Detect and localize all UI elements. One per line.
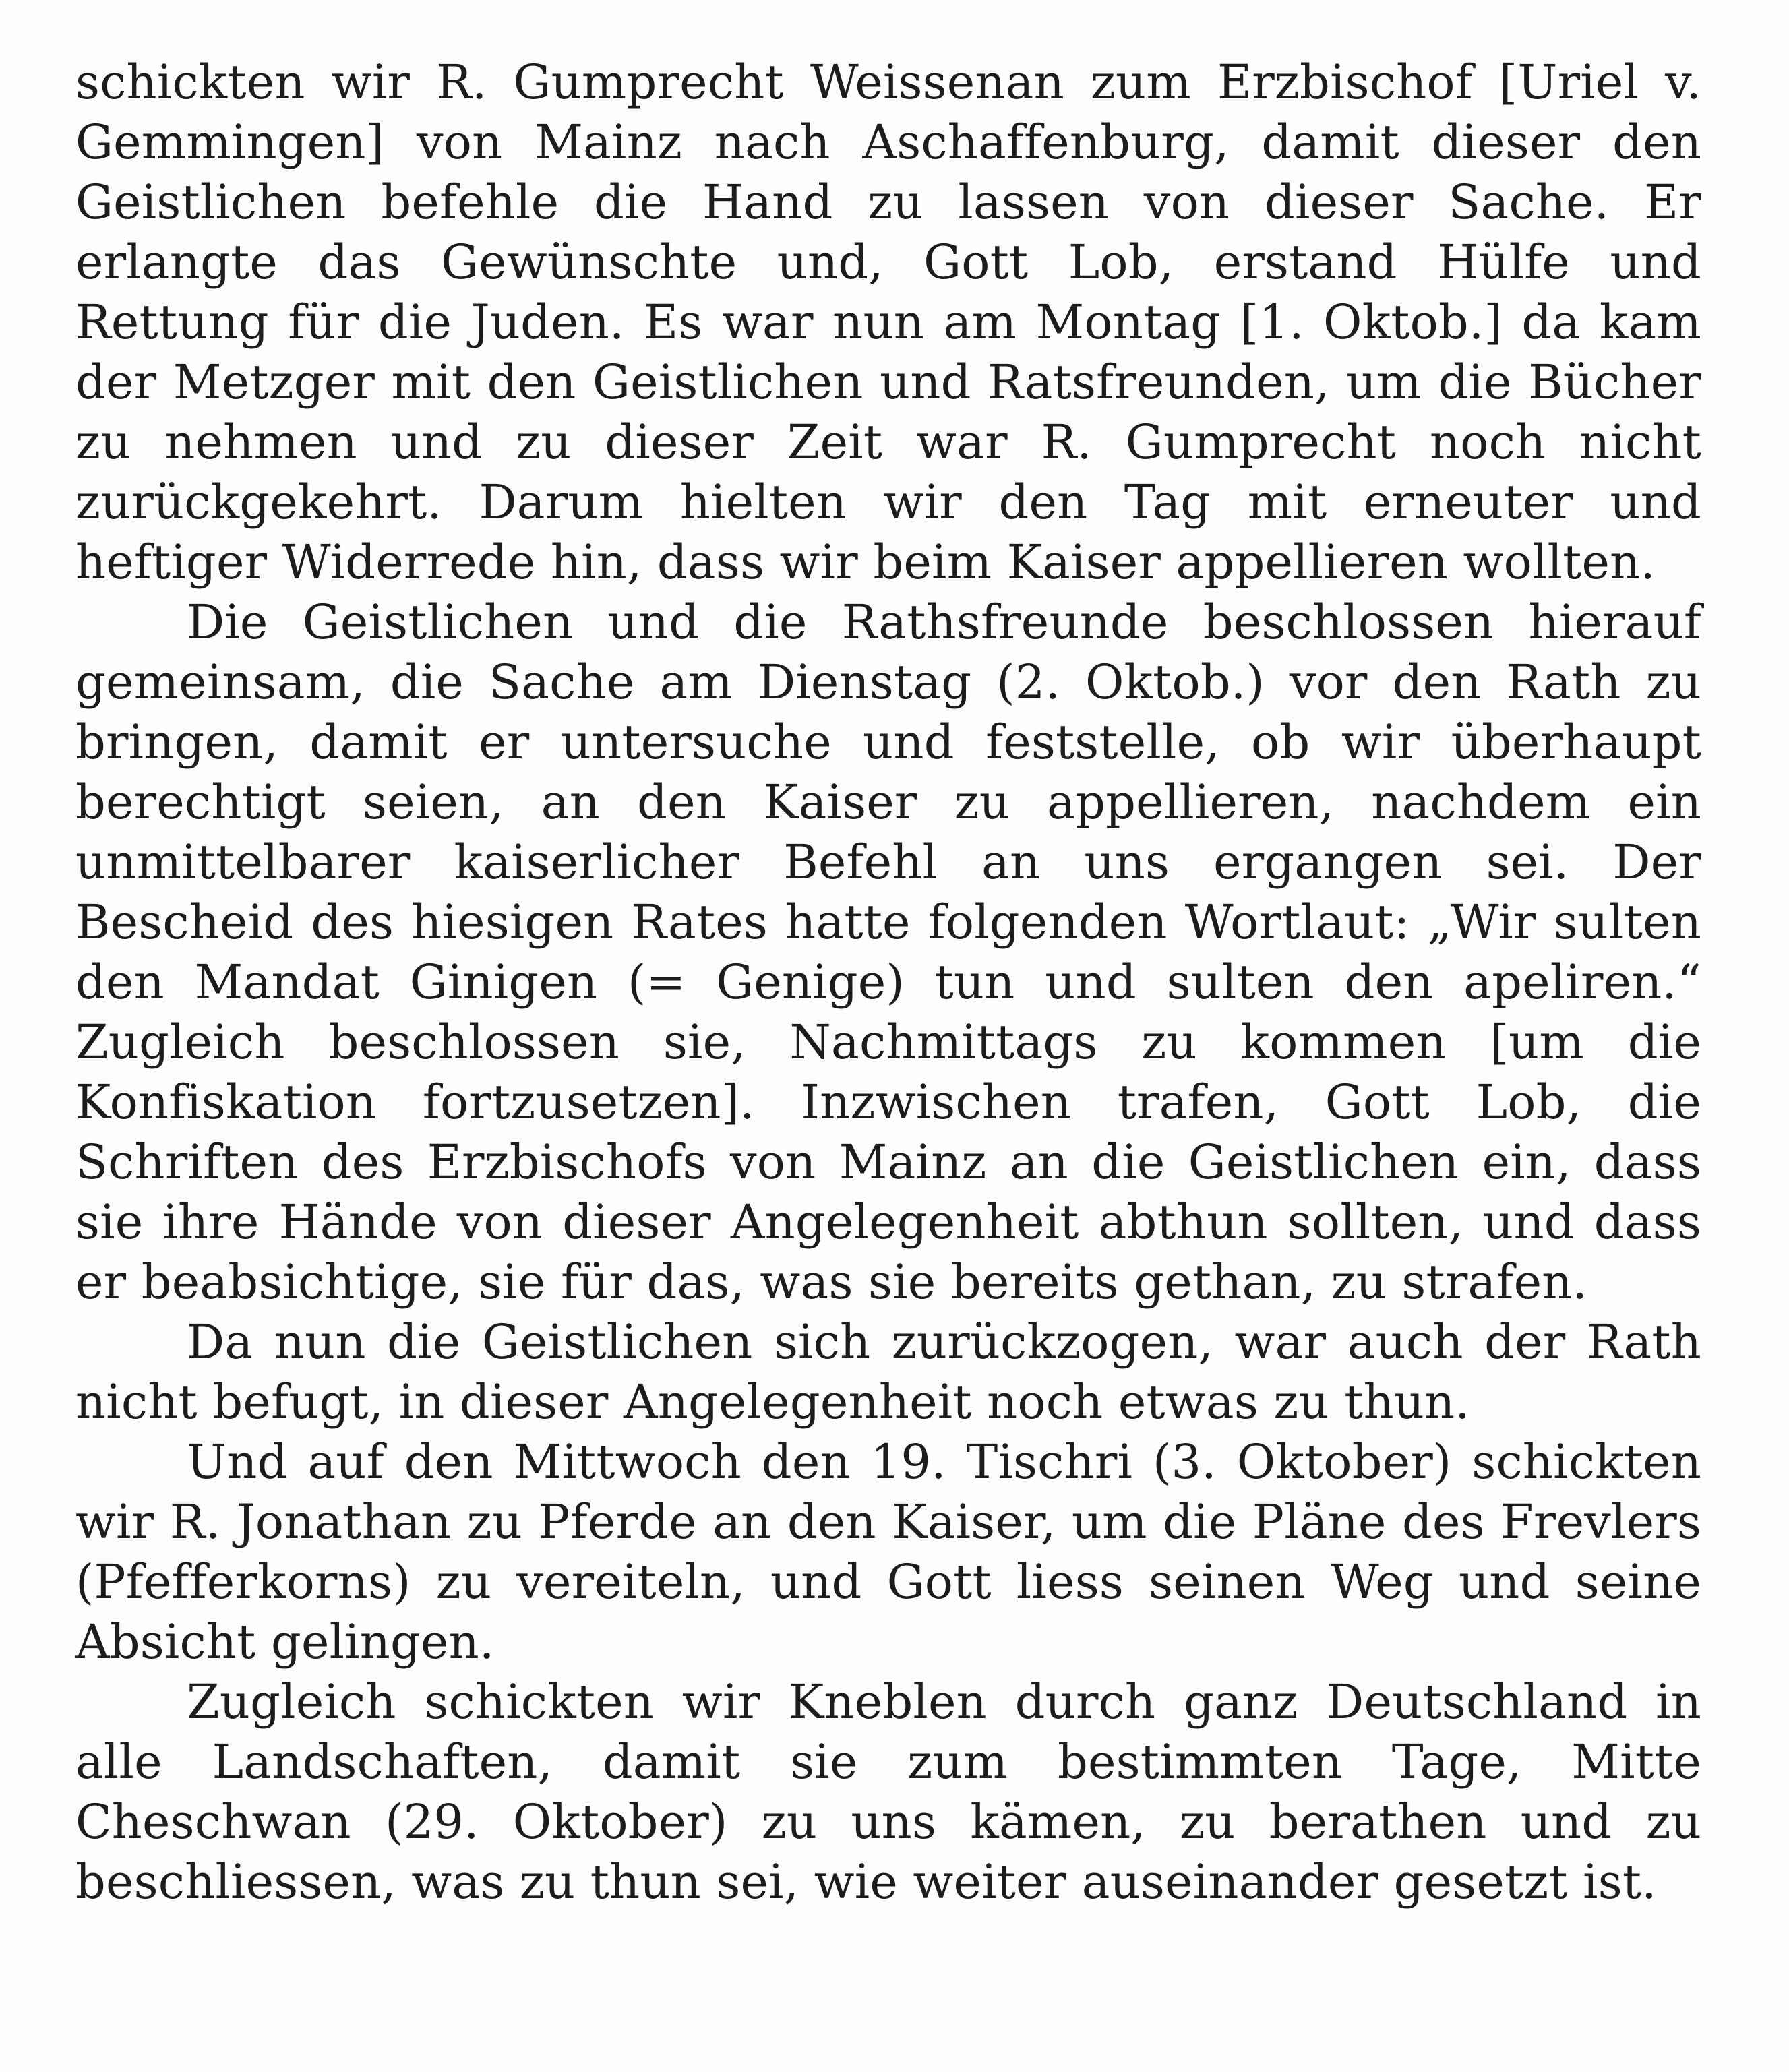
paragraph-4: Und auf den Mittwoch den 19. Tischri (3. Oktober) schickten wir R. Jonathan zu Pferde an den Kaiser, um die Pläne des Frevlers (Pfefferkorns) zu vereiteln, und Gott liess seinen Weg und seine Absicht gelingen. (75, 1434, 1701, 1670)
body-text (75, 53, 1701, 1912)
paragraph-1: schickten wir R. Gumprecht Weissenan zum Erzbischof [Uriel v. Gemmingen] von Mainz nach Aschaffenburg, damit dieser den Geistlichen befehle die Hand zu lassen von dieser Sache. Er erlangte das Gewünschte und, Gott Lob, erstand Hülfe und Rettung für die Juden. Es war nun am Montag [1. Oktob.] da kam der Metzger mit den Geistlichen und Ratsfreunden, um die Bücher zu nehmen und zu dieser Zeit war R. Gumprecht noch nicht zurückgekehrt. Darum hielten wir den Tag mit erneuter und heftiger Widerrede hin, dass wir beim Kaiser appellieren wollten. (75, 55, 1701, 590)
paragraph-3: Da nun die Geistlichen sich zurückzogen, war auch der Rath nicht befugt, in dieser Angelegenheit noch etwas zu thun. (75, 1314, 1701, 1430)
paragraph-2: Die Geistlichen und die Rathsfreunde beschlossen hierauf gemeinsam, die Sache am Dienstag (2. Oktob.) vor den Rath zu bringen, damit er untersuche und feststelle, ob wir überhaupt berechtigt seien, an den Kaiser zu appellieren, nachdem ein unmittelbarer kaiserlicher Befehl an uns ergangen sei. Der Bescheid des hiesigen Rates hatte folgenden Wortlaut: „Wir sulten den Mandat Ginigen (= Genige) tun und sulten den apeliren.“ Zugleich beschlossen sie, Nachmittags zu kommen [um die Konfiskation fortzusetzen]. Inzwischen trafen, Gott Lob, die Schriften des Erzbischofs von Mainz an die Geistlichen ein, dass sie ihre Hände von dieser Angelegenheit abthun sollten, und dass er beabsichtige, sie für das, was sie bereits gethan, zu strafen. (75, 595, 1701, 1310)
paragraph-5: Zugleich schickten wir Kneblen durch ganz Deutschland in alle Landschaften, damit sie zum bestimmten Tage, Mitte Cheschwan (29. Oktober) zu uns kämen, zu berathen und zu beschliessen, was zu thun sei, wie weiter auseinander gesetzt ist. (75, 1674, 1701, 1910)
